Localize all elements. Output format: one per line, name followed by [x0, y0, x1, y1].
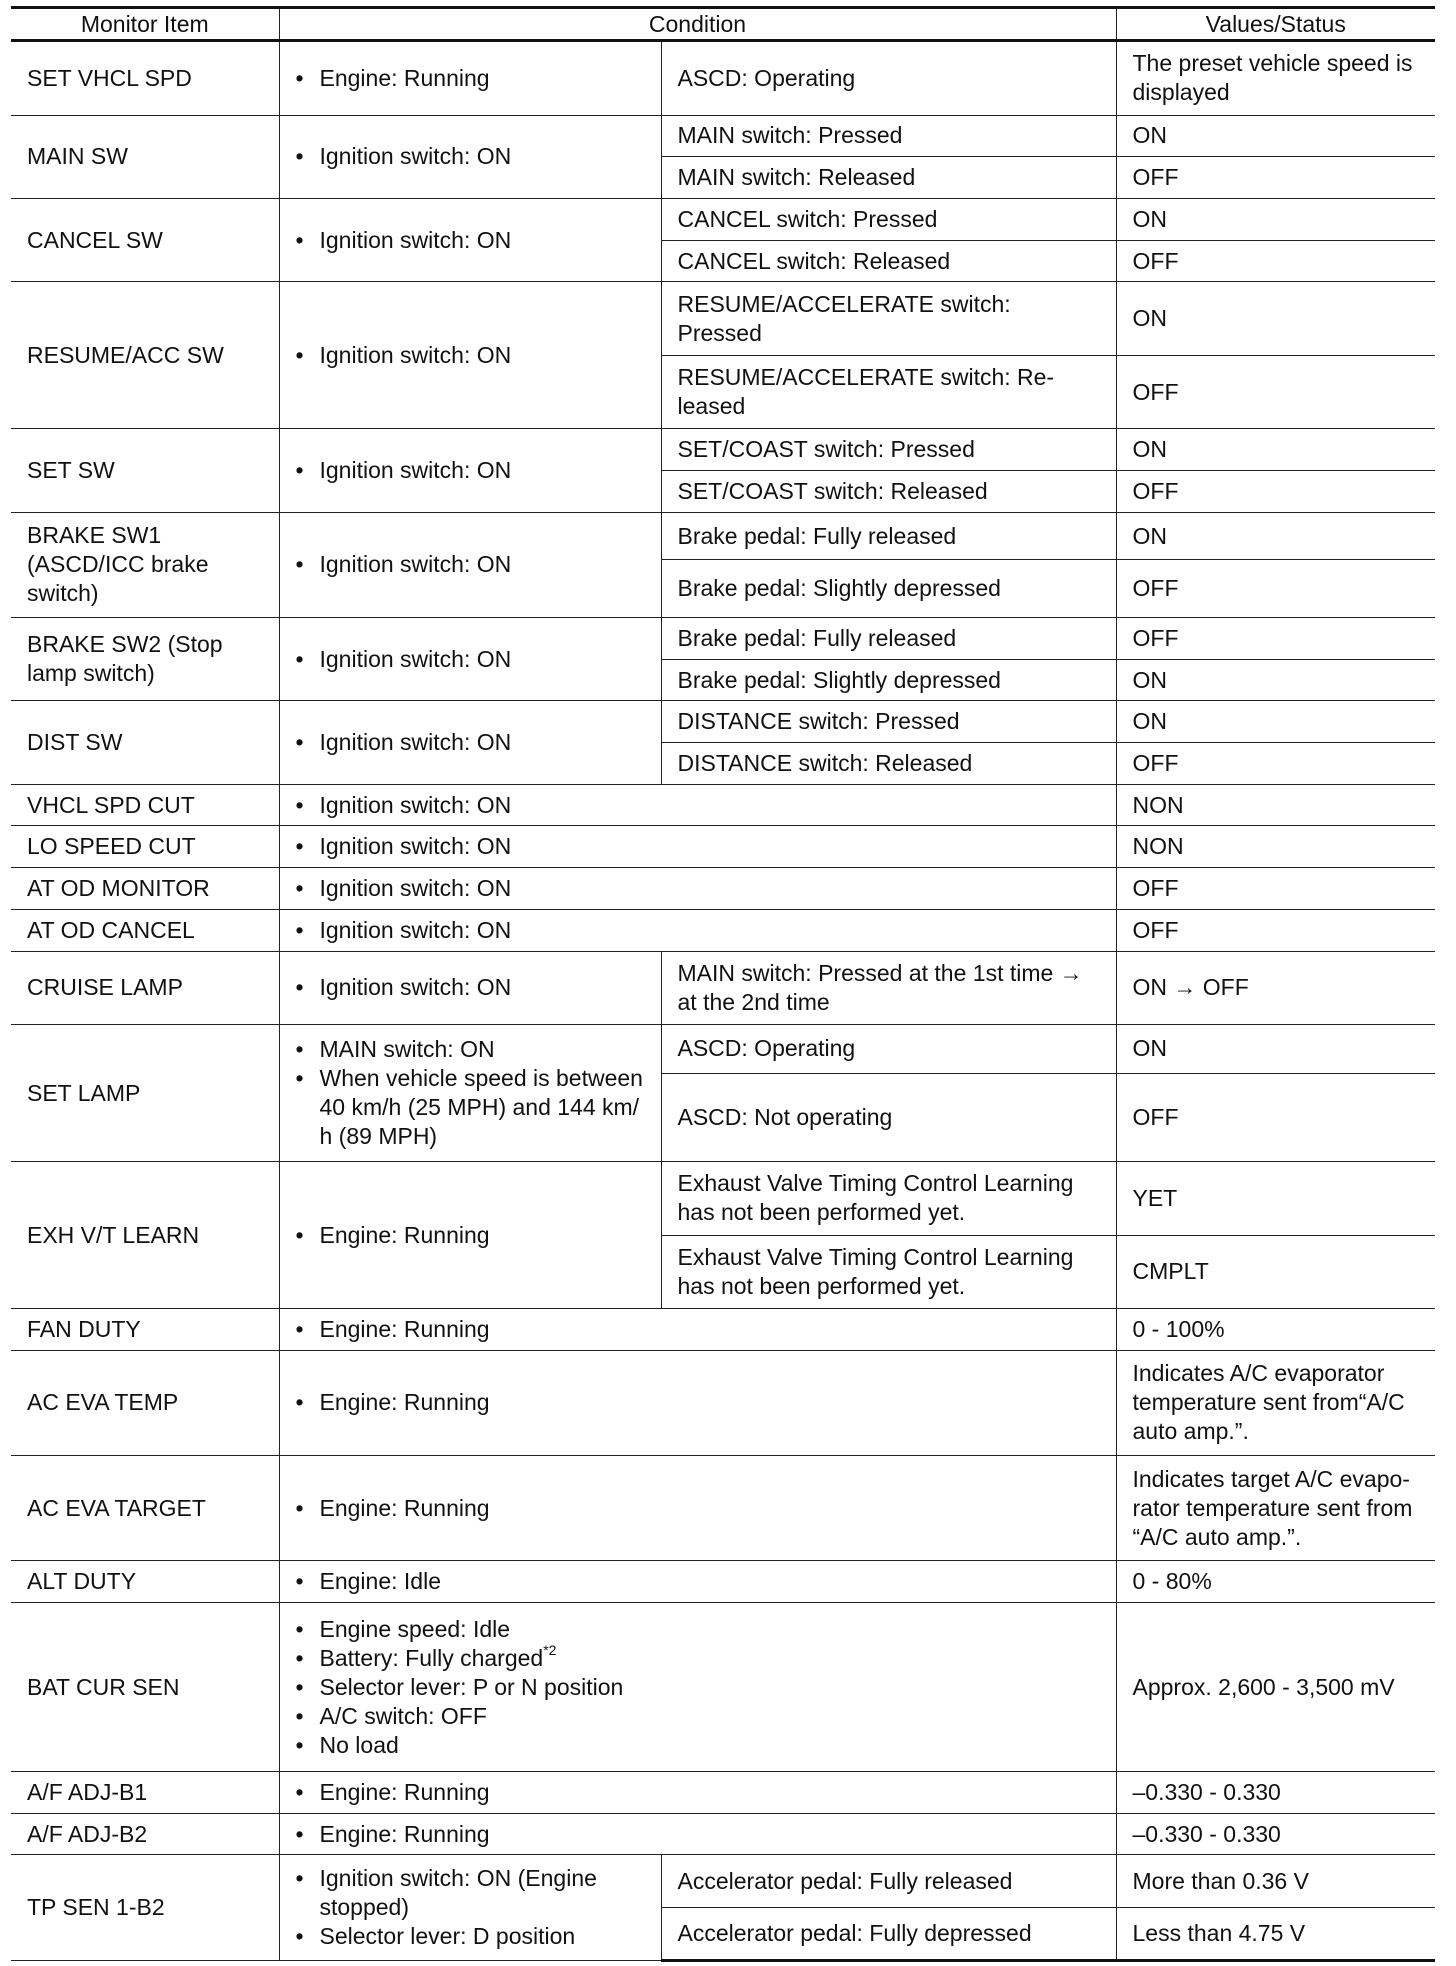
value-status: OFF — [1116, 157, 1435, 199]
monitor-item: BRAKE SW2 (Stop lamp switch) — [11, 618, 279, 701]
condition-bullet: • Ignition switch: ON — [296, 456, 645, 485]
condition-bullet: • A/C switch: OFF — [296, 1702, 1100, 1731]
condition — [279, 429, 661, 512]
monitor-item: BAT CUR SEN — [11, 1603, 279, 1772]
condition-bullet: • Ignition switch: ON — [296, 832, 1100, 861]
sub-condition: Brake pedal: Slightly depressed — [661, 659, 1116, 701]
value-status: OFF — [1116, 1073, 1435, 1161]
condition-bullet: • Engine speed: Idle — [296, 1615, 1100, 1644]
table-row — [11, 198, 1435, 240]
monitor-item: CRUISE LAMP — [11, 951, 279, 1025]
condition-bullet: • Ignition switch: ON — [296, 550, 645, 579]
value-status: OFF — [1116, 868, 1435, 910]
table-row — [11, 1456, 1435, 1561]
table-row — [11, 429, 1435, 471]
condition-bullet: • Engine: Running — [296, 64, 645, 93]
table-row — [11, 1025, 1435, 1074]
condition-bullet: • Engine: Running — [296, 1820, 1100, 1849]
sub-condition: Brake pedal: Fully released — [661, 512, 1116, 560]
monitor-item: A/F ADJ-B1 — [11, 1772, 279, 1814]
condition-bullet: • Engine: Running — [296, 1388, 1100, 1417]
table-row — [11, 41, 1435, 116]
value-status: OFF — [1116, 909, 1435, 951]
condition-bullet: • MAIN switch: ON — [296, 1035, 645, 1064]
table-row — [11, 512, 1435, 560]
sub-condition: Exhaust Valve Timing Control Learning has not been performed yet. — [661, 1162, 1116, 1236]
value-status: ON — [1116, 198, 1435, 240]
monitor-item: BRAKE SW1 (ASCD/ICC brake switch) — [11, 512, 279, 617]
table-row — [11, 701, 1435, 743]
table-row — [11, 115, 1435, 157]
condition — [279, 198, 661, 281]
condition — [279, 868, 1116, 910]
value-status: The preset vehicle speed is displayed — [1116, 41, 1435, 116]
condition — [279, 41, 661, 116]
value-status: More than 0.36 V — [1116, 1855, 1435, 1908]
value-status: YET — [1116, 1162, 1435, 1236]
condition — [279, 618, 661, 701]
sub-condition: DISTANCE switch: Pressed — [661, 701, 1116, 743]
condition — [279, 512, 661, 617]
sub-condition: CANCEL switch: Released — [661, 240, 1116, 282]
monitor-item: TP SEN 1-B2 — [11, 1855, 279, 1961]
value-status: ON — [1116, 701, 1435, 743]
value-status: ON → OFF — [1116, 951, 1435, 1025]
table-row — [11, 826, 1435, 868]
monitor-item: A/F ADJ-B2 — [11, 1813, 279, 1855]
sub-condition: Exhaust Valve Timing Control Learning has not been performed yet. — [661, 1235, 1116, 1309]
sub-condition: CANCEL switch: Pressed — [661, 198, 1116, 240]
monitor-item: CANCEL SW — [11, 198, 279, 281]
sub-condition: MAIN switch: Released — [661, 157, 1116, 199]
sub-condition: SET/COAST switch: Released — [661, 471, 1116, 513]
table-row — [11, 1350, 1435, 1455]
value-status: ON — [1116, 659, 1435, 701]
condition-bullet: • Ignition switch: ON — [296, 341, 645, 370]
monitor-item: VHCL SPD CUT — [11, 784, 279, 826]
condition-bullet: • Engine: Idle — [296, 1567, 1100, 1596]
condition — [279, 909, 1116, 951]
condition — [279, 1561, 1116, 1603]
monitor-item: LO SPEED CUT — [11, 826, 279, 868]
condition-bullet: • Ignition switch: ON — [296, 791, 1100, 820]
condition — [279, 1162, 661, 1309]
monitor-item: AT OD MONITOR — [11, 868, 279, 910]
condition-bullet: • Ignition switch: ON — [296, 226, 645, 255]
monitor-item: MAIN SW — [11, 115, 279, 198]
table-row — [11, 951, 1435, 1025]
value-status: OFF — [1116, 618, 1435, 660]
table-row — [11, 1813, 1435, 1855]
sub-condition: ASCD: Not operating — [661, 1073, 1116, 1161]
value-status: 0 - 100% — [1116, 1309, 1435, 1351]
sub-condition: RESUME/ACCELERATE switch: Pressed — [661, 282, 1116, 356]
table-row — [11, 1855, 1435, 1908]
condition-bullet — [296, 1641, 1100, 1673]
condition-bullet: • Engine: Running — [296, 1494, 1100, 1523]
condition — [279, 1772, 1116, 1814]
table-row — [11, 1162, 1435, 1236]
sub-condition: Brake pedal: Slightly depressed — [661, 560, 1116, 618]
condition — [279, 115, 661, 198]
condition-bullet: • Ignition switch: ON — [296, 645, 645, 674]
condition — [279, 1603, 1116, 1772]
monitor-item: DIST SW — [11, 701, 279, 784]
value-status: 0 - 80% — [1116, 1561, 1435, 1603]
value-status: OFF — [1116, 471, 1435, 513]
condition-bullet: • Ignition switch: ON — [296, 916, 1100, 945]
condition — [279, 1813, 1116, 1855]
table-row — [11, 1561, 1435, 1603]
value-status: NON — [1116, 826, 1435, 868]
value-status: ON — [1116, 1025, 1435, 1074]
sub-condition: MAIN switch: Pressed — [661, 115, 1116, 157]
value-status: OFF — [1116, 355, 1435, 429]
value-status: –0.330 - 0.330 — [1116, 1772, 1435, 1814]
footnote-marker: *2 — [543, 1641, 557, 1658]
header-row — [11, 8, 1435, 41]
condition-bullet: • Engine: Running — [296, 1778, 1100, 1807]
sub-condition: Accelerator pedal: Fully released — [661, 1855, 1116, 1908]
monitor-item: SET LAMP — [11, 1025, 279, 1162]
condition — [279, 1025, 661, 1162]
condition-bullet: • Ignition switch: ON — [296, 142, 645, 171]
condition — [279, 282, 661, 429]
table-row — [11, 784, 1435, 826]
value-status: Indicates A/C evaporator temperature sent from“A/C auto amp.”. — [1116, 1350, 1435, 1455]
monitor-item: AC EVA TEMP — [11, 1350, 279, 1455]
condition-bullet: • When vehicle speed is between 40 km/h (25 MPH) and 144 km/ h (89 MPH) — [296, 1064, 645, 1151]
header-condition: Condition — [279, 8, 1116, 41]
value-status: CMPLT — [1116, 1235, 1435, 1309]
condition — [279, 784, 1116, 826]
table-row — [11, 1772, 1435, 1814]
monitor-item: RESUME/ACC SW — [11, 282, 279, 429]
value-status: OFF — [1116, 560, 1435, 618]
sub-condition: DISTANCE switch: Released — [661, 743, 1116, 785]
monitor-item-table — [11, 6, 1435, 1962]
monitor-item: AC EVA TARGET — [11, 1456, 279, 1561]
monitor-item: EXH V/T LEARN — [11, 1162, 279, 1309]
monitor-item: SET SW — [11, 429, 279, 512]
sub-condition: Accelerator pedal: Fully depressed — [661, 1908, 1116, 1961]
condition — [279, 951, 661, 1025]
value-status: Less than 4.75 V — [1116, 1908, 1435, 1961]
table-row — [11, 282, 1435, 356]
sub-condition: RESUME/ACCELERATE switch: Re-leased — [661, 355, 1116, 429]
condition-bullet: • Ignition switch: ON — [296, 973, 645, 1002]
condition-bullet: • Engine: Running — [296, 1315, 1100, 1344]
condition-bullet: • Selector lever: P or N position — [296, 1673, 1100, 1702]
sub-condition: Brake pedal: Fully released — [661, 618, 1116, 660]
table-row — [11, 1603, 1435, 1772]
value-status: OFF — [1116, 743, 1435, 785]
value-status: –0.330 - 0.330 — [1116, 1813, 1435, 1855]
value-status: Approx. 2,600 - 3,500 mV — [1116, 1603, 1435, 1772]
condition — [279, 1309, 1116, 1351]
table-row — [11, 868, 1435, 910]
header-values-status: Values/Status — [1116, 8, 1435, 41]
condition — [279, 1350, 1116, 1455]
condition — [279, 701, 661, 784]
table-row — [11, 1309, 1435, 1351]
table-row — [11, 909, 1435, 951]
value-status: ON — [1116, 512, 1435, 560]
value-status: ON — [1116, 115, 1435, 157]
condition-bullet: • Selector lever: D position — [296, 1922, 645, 1951]
condition-bullet: • Ignition switch: ON — [296, 728, 645, 757]
monitor-item: ALT DUTY — [11, 1561, 279, 1603]
condition-bullet: • Ignition switch: ON (Engine stopped) — [296, 1864, 645, 1922]
condition — [279, 1456, 1116, 1561]
value-status: NON — [1116, 784, 1435, 826]
condition-bullet: • Ignition switch: ON — [296, 874, 1100, 903]
condition-bullet: • Engine: Running — [296, 1221, 645, 1250]
sub-condition: ASCD: Operating — [661, 41, 1116, 116]
value-status: OFF — [1116, 240, 1435, 282]
condition-text: Battery: Fully charged — [319, 1644, 544, 1671]
sub-condition: SET/COAST switch: Pressed — [661, 429, 1116, 471]
monitor-item: FAN DUTY — [11, 1309, 279, 1351]
condition — [279, 1855, 661, 1961]
value-status: ON — [1116, 429, 1435, 471]
sub-condition: MAIN switch: Pressed at the 1st time → at the 2nd time — [661, 951, 1116, 1025]
value-status: Indicates target A/C evapo-rator temperature sent from “A/C auto amp.”. — [1116, 1456, 1435, 1561]
condition-bullet: • No load — [296, 1731, 1100, 1760]
monitor-item: AT OD CANCEL — [11, 909, 279, 951]
condition — [279, 826, 1116, 868]
table-row — [11, 618, 1435, 660]
value-status: ON — [1116, 282, 1435, 356]
sub-condition: ASCD: Operating — [661, 1025, 1116, 1074]
header-monitor-item: Monitor Item — [11, 8, 279, 41]
monitor-item: SET VHCL SPD — [11, 41, 279, 116]
